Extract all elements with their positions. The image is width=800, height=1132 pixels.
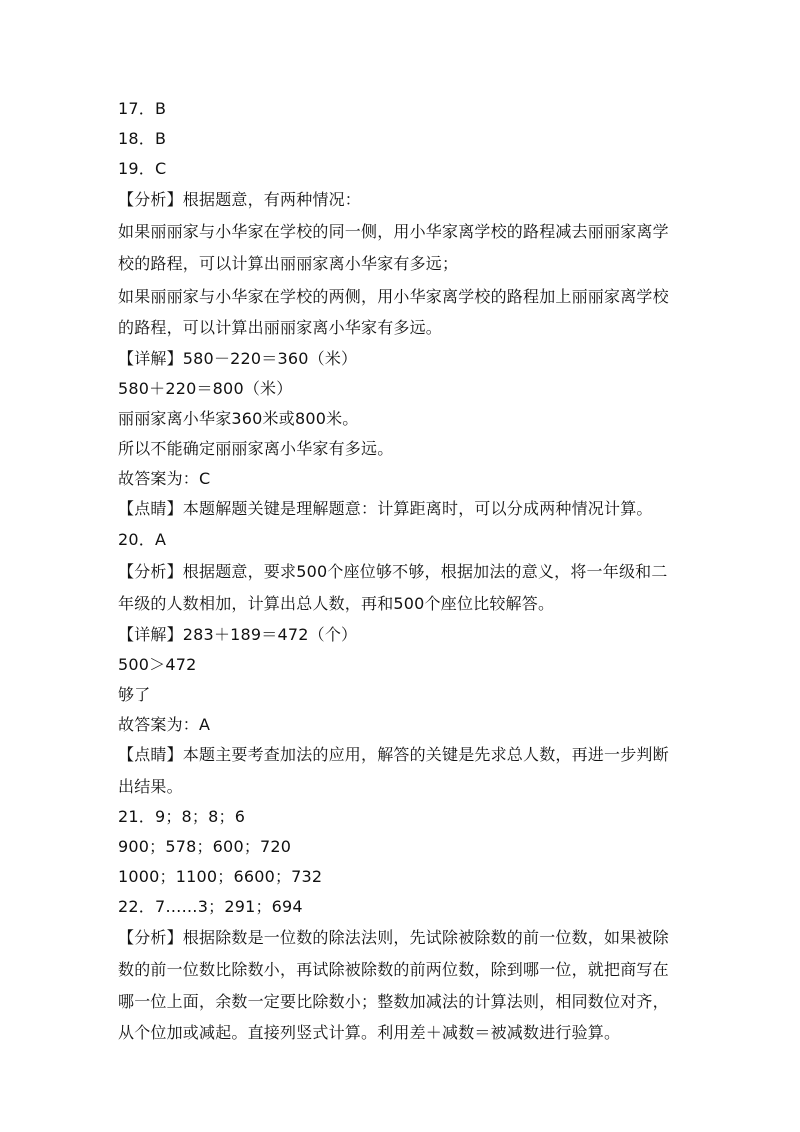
detail-20: 【详解】283＋189＝472（个） [118,625,358,644]
paragraph-line: 580＋220＝800（米） [118,379,293,398]
answer-17: 17．B [118,99,167,118]
paragraph-line: 校的路程，可以计算出丽丽家离小华家有多远； [118,254,459,273]
conclusion-20: 故答案为：A [118,715,211,734]
paragraph-line: 年级的人数相加，计算出总人数，再和500个座位比较解答。 [118,594,555,613]
paragraph-line: 哪一位上面，余数一定要比除数小；整数加减法的计算法则，相同数位对齐， [118,992,669,1011]
paragraph-line: 从个位加或减起。直接列竖式计算。利用差＋减数＝被减数进行验算。 [118,1023,621,1042]
conclusion-19: 故答案为：C [118,469,211,488]
paragraph-line: 丽丽家离小华家360米或800米。 [118,409,359,428]
answer-21: 21．9；8；8；6 [118,807,246,826]
analysis-22: 【分析】根据除数是一位数的除法法则，先试除被除数的前一位数，如果被除 [118,928,669,947]
answer-20: 20．A [118,530,167,549]
paragraph-line: 数的前一位数比除数小，再试除被除数的前两位数，除到哪一位，就把商写在 [118,960,669,979]
detail-19: 【详解】580－220＝360（米） [118,349,358,368]
paragraph-line: 的路程，可以计算出丽丽家离小华家有多远。 [118,318,443,337]
paragraph-line: 够了 [118,685,151,704]
paragraph-line: 出结果。 [118,777,183,796]
paragraph-line: 如果丽丽家与小华家在学校的两侧，用小华家离学校的路程加上丽丽家离学校 [118,287,669,306]
comment-19: 【点睛】本题解题关键是理解题意：计算距离时，可以分成两种情况计算。 [118,499,653,518]
analysis-20: 【分析】根据题意，要求500个座位够不够，根据加法的意义，将一年级和二 [118,562,668,581]
paragraph-line: 500＞472 [118,655,197,674]
answer-18: 18．B [118,129,167,148]
paragraph-line: 所以不能确定丽丽家离小华家有多远。 [118,439,394,458]
answer-19: 19．C [118,159,167,178]
paragraph-line: 如果丽丽家与小华家在学校的同一侧，用小华家离学校的路程减去丽丽家离学 [118,222,669,241]
paragraph-line: 900；578；600；720 [118,837,292,856]
paragraph-line: 1000；1100；6600；732 [118,867,323,886]
comment-20: 【点睛】本题主要考查加法的应用，解答的关键是先求总人数，再进一步判断 [118,745,669,764]
answer-22: 22．7……3；291；694 [118,897,303,916]
analysis-19: 【分析】根据题意，有两种情况： [118,190,362,209]
